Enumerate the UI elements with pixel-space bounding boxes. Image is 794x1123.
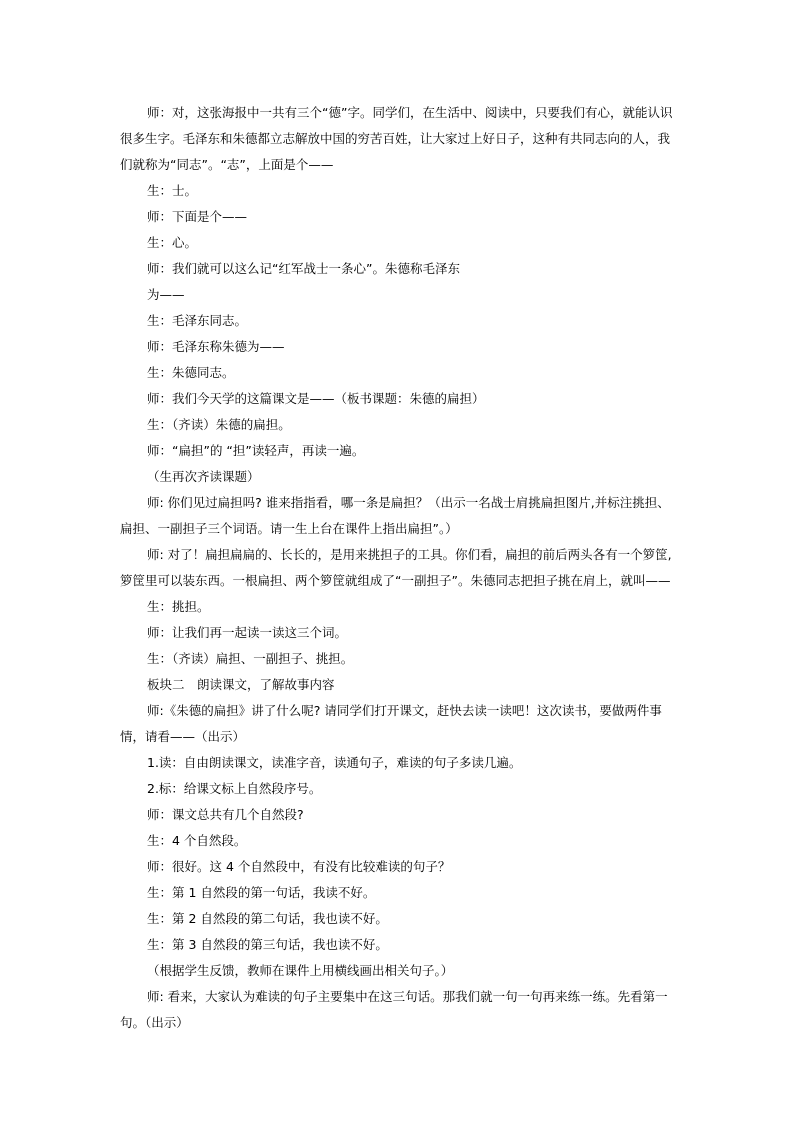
text-line: 情，请看——（出示） [120,729,246,744]
text-line: 生：（齐读）朱德的扁担。 [147,417,291,432]
text-line: 师：让我们再一起读一读这三个词。 [147,625,348,640]
text-line: 生：士。 [147,183,198,198]
text-line: 师：对，这张海报中一共有三个“德”字。同学们，在生活中、阅读中，只要我们有心，就能认识 [147,105,673,120]
text-line: 师：很好。这 4 个自然段中，有没有比较难读的句子？ [147,859,451,874]
text-line: 很多生字。毛泽东和朱德都立志解放中国的穷苦百姓，让大家过上好日子，这种有共同志向的人，我 [120,131,671,146]
text-line: 扁担、一副担子三个词语。请一生上台在课件上指出扁担”。） [120,521,458,536]
text-line: 师: 对了！扁担扁扁的、长长的，是用来挑担子的工具。你们看，扁担的前后两头各有一个箩筐, [147,547,672,562]
text-line: 师:《朱德的扁担》讲了什么呢? 请同学们打开课文，赶快去读一读吧！这次读书，要做两件事 [147,703,662,718]
text-line: 师: 看来，大家认为难读的句子主要集中在这三句话。那我们就一句一句再来练一练。先看第一 [147,989,668,1004]
text-line: 生：毛泽东同志。 [147,313,248,328]
text-line: 为—— [147,287,185,302]
text-line: 师：“扁担”的 “担”读轻声，再读一遍。 [147,443,365,458]
text-line: 师：我们就可以这么记“红军战士一条心”。朱德称毛泽东 [147,261,460,276]
text-line: 生：第 3 自然段的第三句话，我也读不好。 [147,937,388,952]
document-body [120,100,686,1036]
text-line: 生：挑担。 [147,599,210,614]
text-line: 1.读：自由朗读课文，读准字音，读通句子，难读的句子多读几遍。 [147,755,522,770]
text-line: 师：毛泽东称朱德为—— [147,339,285,354]
section-heading: 板块二 朗读课文，了解故事内容 [147,677,335,692]
text-line: 师：课文总共有几个自然段? [147,807,304,822]
text-line: 2.标：给课文标上自然段序号。 [147,781,322,796]
text-line: 师：我们今天学的这篇课文是——（板书课题：朱德的扁担） [147,391,485,406]
text-line: 们就称为“同志”。“志”，上面是个—— [120,157,334,172]
text-line: 生：第 2 自然段的第二句话，我也读不好。 [147,911,388,926]
text-line: （根据学生反馈，教师在课件上用横线画出相关句子。） [147,963,454,978]
text-line: 生：朱德同志。 [147,365,235,380]
text-line: （生再次齐读课题） [147,469,260,484]
text-line: 句。（出示） [120,1015,189,1030]
text-line: 生：4 个自然段。 [147,833,247,848]
text-line: 生：第 1 自然段的第一句话，我读不好。 [147,885,376,900]
text-line: 箩筐里可以装东西。一根扁担、两个箩筐就组成了“一副担子”。朱德同志把担子挑在肩上，就叫—— [120,573,671,588]
text-line: 师: 你们见过扁担吗? 谁来指指看，哪一条是扁担？（出示一名战士肩挑扁担图片,并标注挑担、 [147,495,670,510]
text-line: 生：（齐读）扁担、一副担子、挑担。 [147,651,354,666]
text-line: 师：下面是个—— [147,209,248,224]
text-line: 生：心。 [147,235,198,250]
